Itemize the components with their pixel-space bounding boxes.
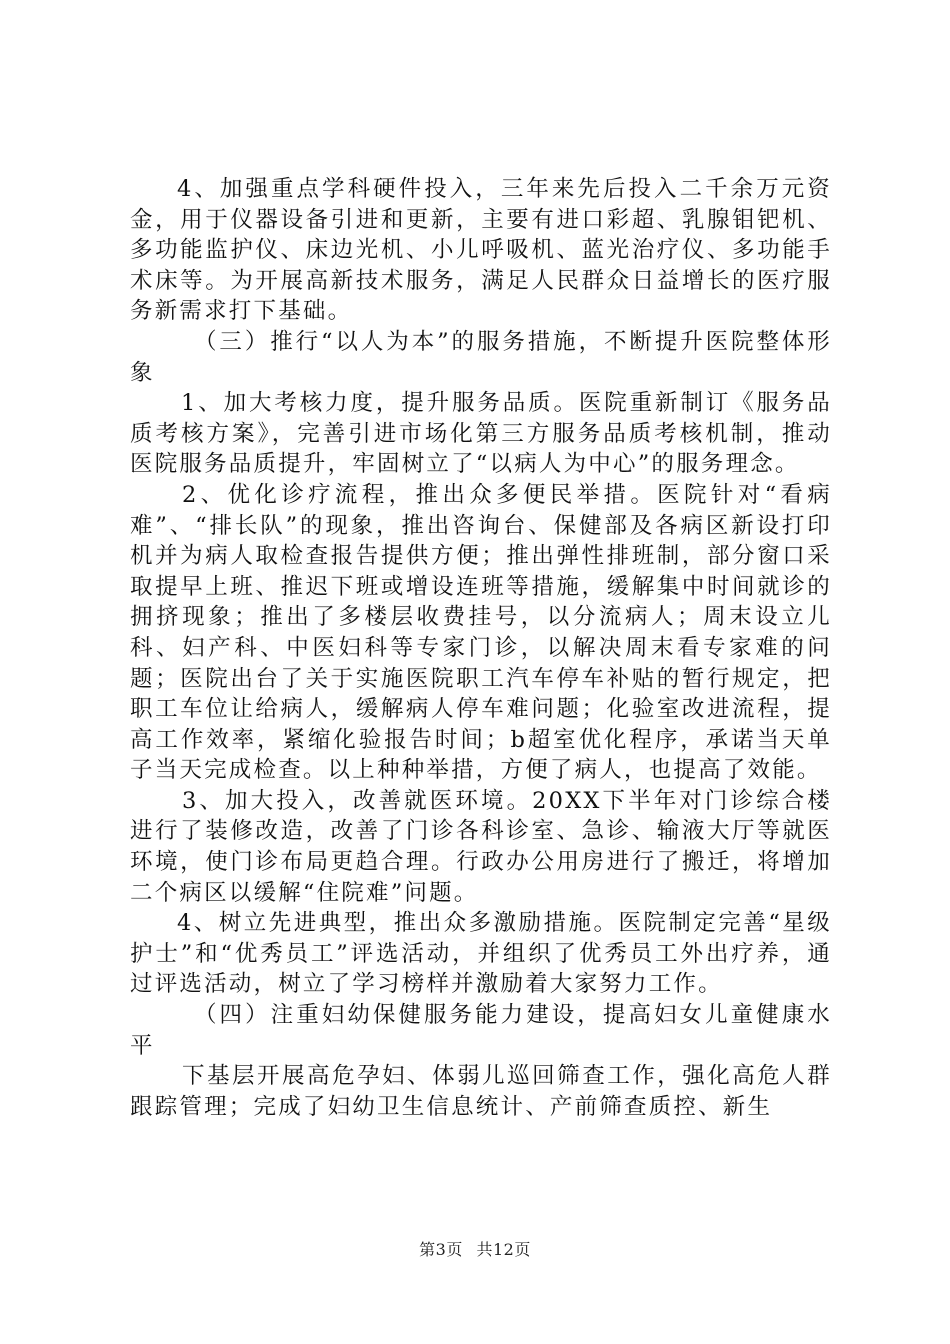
section-heading-3: （三）推行“以人为本”的服务措施，不断提升医院整体形象 (130, 328, 832, 386)
section-heading-4: （四）注重妇幼保健服务能力建设，提高妇女儿童健康水平 (130, 1002, 832, 1059)
paragraph-environment: 3、加大投入，改善就医环境。20XX下半年对门诊综合楼进行了装修改造，改善了门诊各科诊室、急诊、输液大厅等就医环境，使门诊布局更趋合理。行政办公用房进行了搬迁，将增加二个病区以缓解“住院难”问题。 (130, 787, 832, 906)
paragraph-workflow: 2、优化诊疗流程，推出众多便民举措。医院针对“看病难”、“排长队”的现象，推出咨询台、保健部及各病区新设打印机并为病人取检查报告提供方便；推出弹性排班制，部分窗口采取提早上班、推迟下班或增设连班等措施，缓解集中时间就诊的拥挤现象；推出了多楼层收费挂号，以分流病人；周末设立儿科、妇产科、中医妇科等专家门诊，以解决周末看专家难的问题；医院出台了关于实施医院职工汽车停车补贴的暂行规定，把职工车位让给病人，缓解病人停车难问题；化验室改进流程，提高工作效率，紧缩化验报告时间；b超室优化程序，承诺当天单子当天完成检查。以上种种举措，方便了病人，也提高了效能。 (130, 481, 832, 784)
paragraph-maternal-health: 下基层开展高危孕妇、体弱儿巡回筛查工作，强化高危人群跟踪管理；完成了妇幼卫生信息统计、产前筛查质控、新生 (130, 1063, 832, 1120)
page-number: 第3页 (419, 1240, 463, 1259)
paragraph-assessment: 1、加大考核力度，提升服务品质。医院重新制订《服务品质考核方案》，完善引进市场化第三方服务品质考核机制，推动医院服务品质提升，牢固树立了“以病人为中心”的服务理念。 (130, 390, 832, 478)
page-footer (0, 1240, 950, 1260)
page-total: 共12页 (476, 1240, 531, 1259)
paragraph-hardware-investment: 4、加强重点学科硬件投入，三年来先后投入二千余万元资金，用于仪器设备引进和更新，主要有进口彩超、乳腺钼钯机、多功能监护仪、床边光机、小儿呼吸机、蓝光治疗仪、多功能手术床等。为开展高新技术服务，满足人民群众日益增长的医疗服务新需求打下基础。 (130, 176, 832, 325)
paragraph-incentives: 4、树立先进典型，推出众多激励措施。医院制定完善“星级护士”和“优秀员工”评选活动，并组织了优秀员工外出疗养，通过评选活动，树立了学习榜样并激励着大家努力工作。 (130, 910, 832, 998)
document-body (130, 174, 832, 1122)
